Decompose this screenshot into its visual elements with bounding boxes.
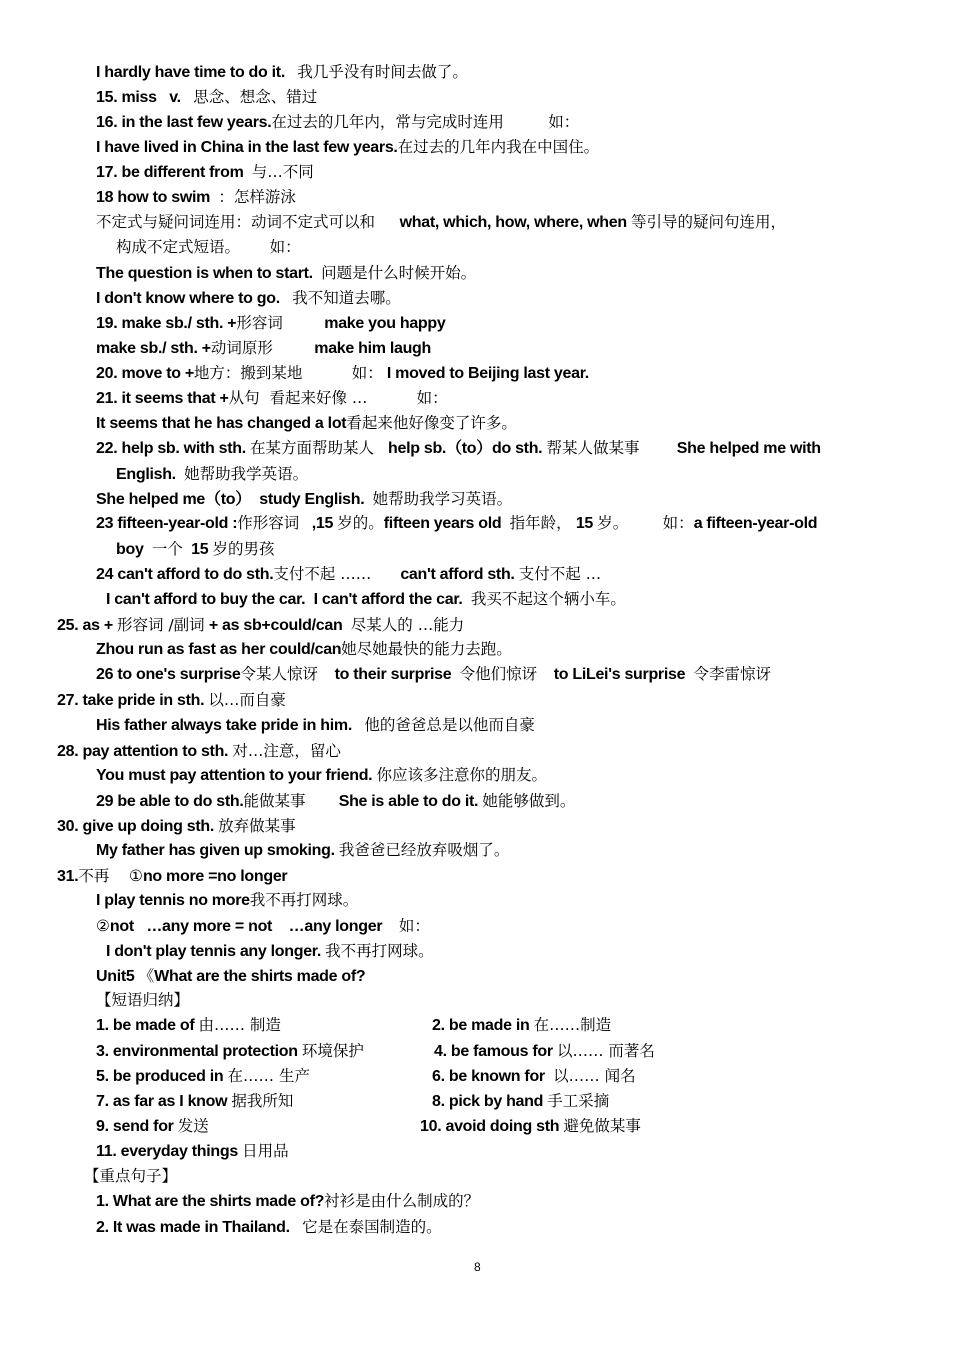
chinese-text: 等引导的疑问句连用， bbox=[630, 213, 786, 231]
chinese-text: 她能够做到。 bbox=[482, 792, 576, 810]
english-text: 25. as + bbox=[57, 617, 118, 634]
text-line bbox=[96, 1066, 310, 1086]
text-line bbox=[96, 438, 821, 458]
text-line bbox=[96, 966, 365, 986]
chinese-text: 日用品 bbox=[242, 1142, 289, 1160]
text-line bbox=[96, 639, 512, 659]
chinese-text: 在某方面帮助某人 bbox=[250, 439, 384, 457]
text-line bbox=[432, 1091, 609, 1111]
text-line bbox=[432, 1015, 611, 1035]
english-text: 30. give up doing sth. bbox=[57, 818, 219, 835]
chinese-text: 地方：搬到某地 如： bbox=[193, 364, 383, 382]
text-line bbox=[96, 212, 786, 232]
english-text: My father has given up smoking. bbox=[96, 842, 339, 859]
english-text: 9. send for bbox=[96, 1118, 178, 1135]
text-line bbox=[57, 866, 287, 886]
text-line bbox=[96, 715, 535, 735]
english-text: Unit5 bbox=[96, 968, 139, 985]
chinese-text: 不定式与疑问词连用：动词不定式可以和 bbox=[96, 213, 400, 231]
text-line bbox=[96, 388, 448, 408]
english-text: 18 how to swim bbox=[96, 189, 219, 206]
english-text: 8. pick by hand bbox=[432, 1093, 548, 1110]
text-line bbox=[116, 237, 301, 257]
chinese-text: 以…… 闻名 bbox=[553, 1067, 636, 1085]
chinese-text: 不再 ① bbox=[78, 867, 143, 885]
chinese-text: 对…注意，留心 bbox=[232, 742, 341, 760]
chinese-text: 作形容词 bbox=[237, 514, 300, 532]
text-line bbox=[96, 1091, 293, 1111]
text-line bbox=[432, 1066, 636, 1086]
english-text: make him laugh bbox=[272, 340, 432, 357]
english-text: 3. environmental protection bbox=[96, 1043, 302, 1060]
text-line bbox=[96, 62, 468, 82]
chinese-text: 与…不同 bbox=[251, 163, 314, 181]
english-text: She helped me with bbox=[639, 440, 821, 457]
chinese-text: 我买不起这个辆小车。 bbox=[470, 590, 626, 608]
english-text: 19. make sb./ sth. + bbox=[96, 315, 237, 332]
text-line bbox=[96, 288, 401, 308]
english-text: I have lived in China in the last few years. bbox=[96, 139, 398, 156]
chinese-text: 支付不起 … bbox=[518, 565, 602, 583]
english-text: to their surprise bbox=[318, 666, 460, 683]
english-text: 7. as far as I know bbox=[96, 1093, 232, 1110]
chinese-text: 尽某人的 …能力 bbox=[350, 616, 465, 634]
english-text: + as sb+could/can bbox=[204, 617, 351, 634]
text-line bbox=[96, 313, 445, 333]
text-line bbox=[420, 1116, 641, 1136]
text-line bbox=[434, 1041, 655, 1061]
text-line bbox=[96, 990, 189, 1010]
chinese-text: 帮某人做某事 bbox=[546, 439, 640, 457]
english-text: 2. It was made in Thailand. bbox=[96, 1219, 303, 1236]
chinese-text: 以…而自豪 bbox=[208, 691, 286, 709]
chinese-text: 她尽她最快的能力去跑。 bbox=[341, 640, 512, 658]
english-text: I don't play tennis any longer. bbox=[106, 943, 326, 960]
chinese-text: 避免做某事 bbox=[563, 1117, 641, 1135]
english-text: a fifteen-year-old bbox=[693, 515, 818, 532]
text-line bbox=[116, 464, 308, 484]
chinese-text: 一个 bbox=[151, 540, 183, 558]
chinese-text: 环境保护 bbox=[301, 1042, 364, 1060]
english-text: 15. miss v. bbox=[96, 89, 194, 106]
english-text: 22. help sb. with sth. bbox=[96, 440, 251, 457]
text-line bbox=[96, 1041, 364, 1061]
english-text: ,15 bbox=[299, 515, 338, 532]
text-line bbox=[96, 890, 358, 910]
text-line bbox=[57, 690, 286, 710]
chinese-text: 我不再打网球。 bbox=[249, 891, 359, 909]
english-text: 10. avoid doing sth bbox=[420, 1118, 564, 1135]
text-line bbox=[96, 87, 317, 107]
chinese-text: 岁。 如： bbox=[597, 514, 694, 532]
english-text: I don't know where to go. bbox=[96, 290, 293, 307]
chinese-text: 令李雷惊讶 bbox=[693, 665, 772, 683]
chinese-text: 思念、想念、错过 bbox=[193, 88, 318, 106]
chinese-text: 在过去的几年内，常与完成时连用 如： bbox=[271, 113, 580, 131]
english-text: 23 fifteen-year-old : bbox=[96, 515, 238, 532]
english-text: She is able to do it. bbox=[305, 793, 483, 810]
english-text: 21. it seems that + bbox=[96, 390, 229, 407]
english-text: 5. be produced in bbox=[96, 1068, 228, 1085]
english-text: You must pay attention to your friend. bbox=[96, 767, 377, 784]
english-text: fifteen years old bbox=[383, 515, 510, 532]
english-text: 16. in the last few years. bbox=[96, 114, 272, 131]
chinese-text: 动词原形 bbox=[210, 339, 273, 357]
english-text: What are the shirts made of? bbox=[154, 968, 366, 985]
chinese-text: ② bbox=[96, 917, 110, 935]
chinese-text: 她帮助我学习英语。 bbox=[372, 490, 513, 508]
english-text: Zhou run as fast as her could/can bbox=[96, 641, 342, 658]
chinese-text: 他的爸爸总是以他而自豪 bbox=[364, 716, 535, 734]
chinese-text: 令某人惊讶 bbox=[240, 665, 319, 683]
chinese-text: 看起来他好像变了许多。 bbox=[346, 414, 517, 432]
english-text: I hardly have time to do it. bbox=[96, 64, 298, 81]
chinese-text: 你应该多注意你的朋友。 bbox=[376, 766, 547, 784]
english-text: what, which, how, where, when bbox=[399, 214, 631, 231]
english-text: I can't afford to buy the car. I can't afford the car. bbox=[106, 591, 471, 608]
text-line bbox=[96, 413, 517, 433]
text-line bbox=[96, 564, 601, 584]
chinese-text: 岁的男孩 bbox=[212, 540, 275, 558]
english-text: boy bbox=[116, 541, 152, 558]
chinese-text: 岁的。 bbox=[337, 514, 384, 532]
english-text: She helped me（to） study English. bbox=[96, 491, 373, 508]
english-text: It seems that he has changed a lot bbox=[96, 415, 347, 432]
english-text: I moved to Beijing last year. bbox=[382, 365, 589, 382]
english-text: 31. bbox=[57, 868, 79, 885]
english-text: not …any more = not …any longer bbox=[109, 918, 399, 935]
text-line bbox=[96, 489, 512, 509]
english-text: 27. take pride in sth. bbox=[57, 692, 209, 709]
chinese-text: 支付不起 …… bbox=[273, 565, 372, 583]
chinese-text: 放弃做某事 bbox=[218, 817, 296, 835]
text-line bbox=[116, 539, 275, 559]
english-text: 15 bbox=[571, 515, 598, 532]
chinese-text: 它是在泰国制造的。 bbox=[302, 1218, 442, 1236]
english-text: 6. be known for bbox=[432, 1068, 554, 1085]
english-text: 29 be able to do sth. bbox=[96, 793, 244, 810]
text-line bbox=[96, 1141, 289, 1161]
text-line bbox=[96, 1015, 281, 1035]
text-line bbox=[96, 263, 476, 283]
text-line bbox=[106, 589, 626, 609]
text-line bbox=[96, 137, 599, 157]
text-line bbox=[96, 664, 771, 684]
text-line bbox=[96, 162, 314, 182]
chinese-text: 【重点句子】 bbox=[84, 1167, 178, 1185]
chinese-text: 《 bbox=[138, 967, 155, 985]
chinese-text: 在过去的几年内我在中国住。 bbox=[397, 138, 600, 156]
chinese-text: 如： bbox=[398, 917, 430, 935]
text-line bbox=[96, 916, 430, 936]
chinese-text: 我不知道去哪。 bbox=[292, 289, 401, 307]
chinese-text: 由…… 制造 bbox=[198, 1016, 281, 1034]
english-text: 20. move to + bbox=[96, 365, 194, 382]
english-text: help sb.（to）do sth. bbox=[383, 440, 547, 457]
english-text: 15 bbox=[182, 541, 213, 558]
text-line bbox=[106, 941, 434, 961]
english-text: no more =no longer bbox=[142, 868, 288, 885]
chinese-text: 指年龄， bbox=[509, 514, 572, 532]
text-line bbox=[96, 338, 431, 358]
text-line bbox=[96, 112, 579, 132]
chinese-text: 我爸爸已经放弃吸烟了。 bbox=[338, 841, 510, 859]
english-text: English. bbox=[116, 466, 185, 483]
chinese-text: 能做某事 bbox=[243, 792, 306, 810]
chinese-text: 问题是什么时候开始。 bbox=[321, 264, 477, 282]
chinese-text: 形容词 bbox=[236, 314, 283, 332]
english-text: The question is when to start. bbox=[96, 265, 322, 282]
text-line bbox=[96, 1217, 442, 1237]
text-line bbox=[84, 1166, 177, 1186]
text-line bbox=[96, 791, 575, 811]
english-text: 11. everyday things bbox=[96, 1143, 243, 1160]
english-text: to LiLei's surprise bbox=[537, 666, 694, 683]
english-text: 17. be different from bbox=[96, 164, 252, 181]
chinese-text: 在……制造 bbox=[533, 1016, 612, 1034]
text-line bbox=[96, 1191, 479, 1211]
chinese-text: 她帮助我学英语。 bbox=[184, 465, 309, 483]
english-text: His father always take pride in him. bbox=[96, 717, 365, 734]
text-line bbox=[96, 840, 509, 860]
english-text: 1. be made of bbox=[96, 1017, 199, 1034]
text-line bbox=[96, 765, 547, 785]
chinese-text: 我几乎没有时间去做了。 bbox=[297, 63, 468, 81]
text-line bbox=[96, 363, 589, 383]
chinese-text: 从句 看起来好像 … 如： bbox=[228, 389, 448, 407]
english-text: 1. What are the shirts made of? bbox=[96, 1193, 325, 1210]
english-text: 4. be famous for bbox=[434, 1043, 557, 1060]
chinese-text: 令他们惊讶 bbox=[459, 665, 538, 683]
page-number: 8 bbox=[474, 1260, 481, 1274]
chinese-text: 发送 bbox=[177, 1117, 209, 1135]
chinese-text: 构成不定式短语。 如： bbox=[116, 238, 301, 256]
chinese-text: 在…… 生产 bbox=[227, 1067, 310, 1085]
english-text: make you happy bbox=[282, 315, 446, 332]
chinese-text: ：怎样游泳 bbox=[218, 188, 296, 206]
chinese-text: 衬衫是由什么制成的？ bbox=[324, 1192, 480, 1210]
english-text: 28. pay attention to sth. bbox=[57, 743, 233, 760]
text-line bbox=[57, 741, 341, 761]
text-line bbox=[57, 816, 296, 836]
text-line bbox=[96, 513, 817, 533]
english-text: 2. be made in bbox=[432, 1017, 534, 1034]
english-text: can't afford sth. bbox=[371, 566, 519, 583]
chinese-text: 手工采摘 bbox=[547, 1092, 610, 1110]
english-text: 26 to one's surprise bbox=[96, 666, 241, 683]
chinese-text: 形容词 /副词 bbox=[117, 616, 205, 634]
text-line bbox=[96, 187, 296, 207]
english-text: I play tennis no more bbox=[96, 892, 250, 909]
chinese-text: 我不再打网球。 bbox=[325, 942, 434, 960]
chinese-text: 【短语归纳】 bbox=[96, 991, 190, 1009]
english-text: make sb./ sth. + bbox=[96, 340, 211, 357]
chinese-text: 据我所知 bbox=[231, 1092, 294, 1110]
chinese-text: 以…… 而著名 bbox=[556, 1042, 655, 1060]
text-line bbox=[96, 1116, 209, 1136]
english-text: 24 can't afford to do sth. bbox=[96, 566, 274, 583]
text-line bbox=[57, 615, 464, 635]
